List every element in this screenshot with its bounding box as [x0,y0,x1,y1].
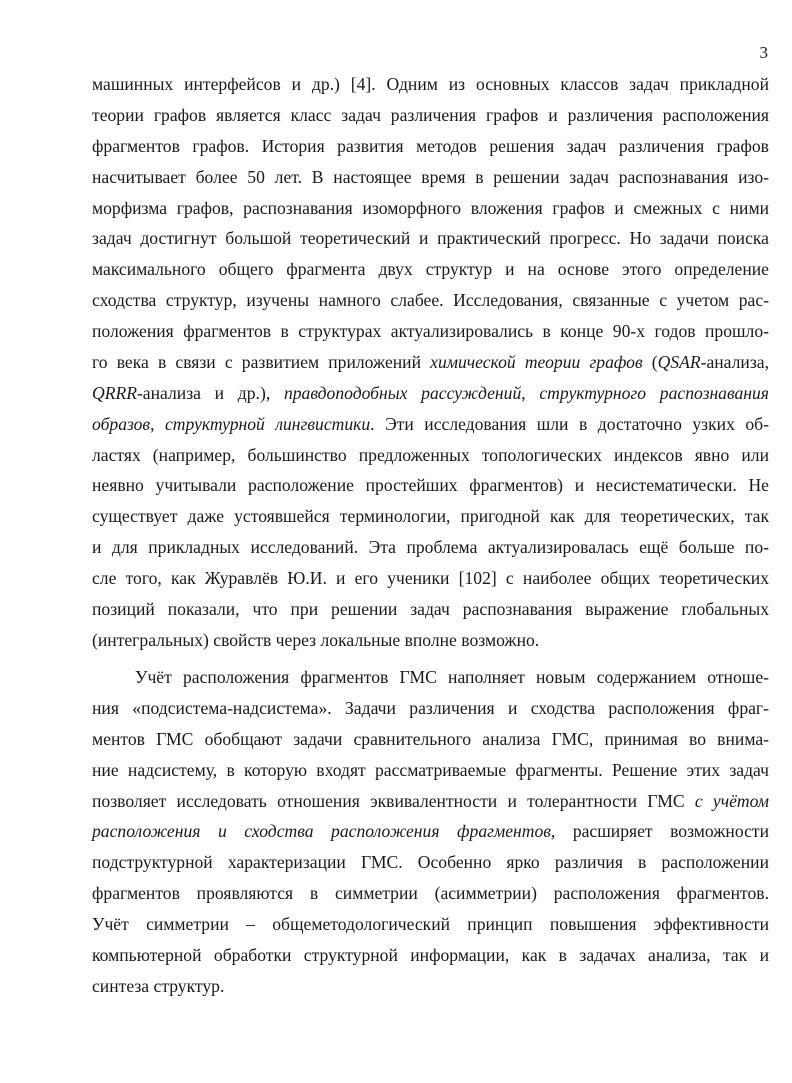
text-segment: , [521,382,540,403]
text-line [92,693,769,724]
text-line [92,470,769,501]
italic-text: химической теории графов [430,351,643,372]
text-segment: ластях (например, большинство предложенных топологических индексов явно или [92,444,769,465]
text-line [92,971,769,1002]
text-line [92,625,769,656]
text-segment: позиций показали, что при решении задач распознавания выражение глобальных [92,598,769,619]
text-line [92,193,769,224]
text-segment: и для прикладных исследований. Эта проблема актуализировалась ещё больше по- [92,537,769,558]
text-line [92,223,769,254]
text-segment: компьютерной обработки структурной информации, как в задачах анализа, так и [92,944,769,965]
text-segment: насчитывает более 50 лет. В настоящее время в решении задач распознавания изо- [92,166,769,187]
text-line [92,847,769,878]
text-segment: , [150,413,165,434]
italic-text: образов [92,413,151,434]
text-segment: Учёт симметрии – общеметодологический принцип повышения эффективности [92,914,769,934]
text-line [92,594,769,625]
text-line [92,724,769,755]
text-segment: позволяет исследовать отношения эквивалентности и толерантности ГМС [92,790,695,811]
italic-text: QSAR [657,351,701,372]
text-line [92,409,769,440]
text-line [92,162,769,193]
paragraph-2 [92,662,769,1002]
text-segment: -анализа и др.), [136,382,284,403]
text-line [92,662,769,693]
text-segment: сходства структур, изучены намного слабее. Исследования, связанные с учетом рас- [92,290,769,311]
italic-text: структурного распознавания [539,382,769,403]
text-line [92,755,769,786]
text-line [92,285,769,316]
text-segment: -анализа, [700,351,769,372]
text-line [92,563,769,594]
text-segment: неявно учитывали расположение простейших фрагментов) и несистематически. Не [92,475,769,496]
text-segment: сле того, как Журавлёв Ю.И. и его ученики [102] с наиболее общих теоретических [92,568,769,588]
text-segment: существует даже устоявшейся терминологии, пригодной как для теоретических, так [92,506,769,527]
text-line [92,440,769,471]
text-segment: фрагментов проявляются в симметрии (асимметрии) расположения фрагментов. [92,883,769,904]
text-line [92,501,769,532]
text-segment: морфизма графов, распознавания изоморфного вложения графов и смежных с ними [92,197,769,218]
text-segment: теории графов является класс задач различения графов и различения расположения [92,104,769,125]
text-segment: ( [642,351,658,372]
text-line [92,378,769,409]
text-segment: ния «подсистема-надсистема». Задачи различения и сходства расположения фраг- [92,697,769,718]
text-segment: задач достигнут большой теоретический и практический прогресс. Но задачи поиска [92,228,769,249]
italic-text: правдоподобных рассуждений [283,382,522,403]
text-line [92,69,769,100]
text-segment: (интегральных) свойств через локальные вполне возможно. [92,629,540,650]
italic-text: расположения и сходства расположения фрагментов [92,821,551,842]
paragraph-1 [92,69,769,656]
text-line [92,131,769,162]
text-segment: машинных интерфейсов и др.) [4]. Одним из основных классов задач прикладной [92,74,769,94]
page-number: 3 [759,43,768,62]
italic-text: QRRR [92,382,137,403]
text-segment: подструктурной характеризации ГМС. Особенно ярко различия в расположении [92,852,769,873]
text-segment: максимального общего фрагмента двух структур и на основе этого определение [92,259,769,280]
text-segment: Учёт расположения фрагментов ГМС наполняет новым содержанием отноше- [135,667,769,687]
text-segment: фрагментов графов. История развития методов решения задач различения графов [92,135,769,156]
text-line [92,254,769,285]
italic-text: структурной лингвистики [164,413,371,434]
text-line [92,940,769,971]
text-line [92,100,769,131]
text-segment: , расширяет возможности [550,821,769,842]
text-line [92,786,769,817]
text-line [92,532,769,563]
text-line [92,909,769,940]
text-segment: ментов ГМС обобщают задачи сравнительного анализа ГМС, принимая во внима- [92,728,769,749]
text-line [92,316,769,347]
text-segment: . Эти исследования шли в достаточно узких об- [370,413,769,434]
text-line [92,816,769,847]
text-segment: синтеза структур. [92,975,225,996]
text-segment: го века в связи с развитием приложений [92,351,431,372]
text-line [92,878,769,909]
text-segment: положения фрагментов в структурах актуализировались в конце 90-х годов прошло- [92,321,769,341]
text-segment: ние надсистему, в которую входят рассматриваемые фрагменты. Решение этих задач [92,759,769,780]
italic-text: с учётом [694,790,769,811]
text-line [92,347,769,378]
